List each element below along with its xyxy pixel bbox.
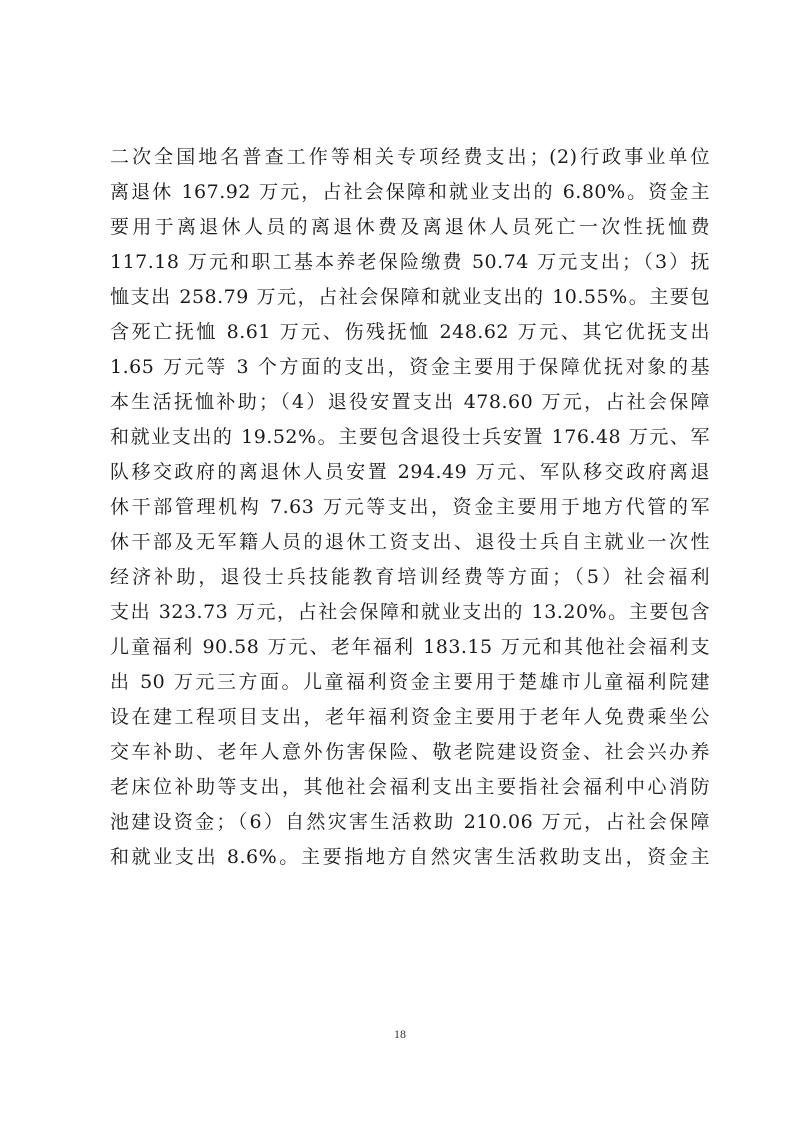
- text-line: 老床位补助等支出，其他社会福利支出主要指社会福利中心消防: [110, 776, 710, 798]
- text-line: 本生活抚恤补助；（4）退役安置支出 478.60 万元，占社会保障: [110, 391, 710, 413]
- text-line: 要用于离退休人员的离退休费及离退休人员死亡一次性抚恤费: [110, 216, 710, 238]
- text-line: 二次全国地名普查工作等相关专项经费支出；(2)行政事业单位: [110, 146, 710, 168]
- text-line: 池建设资金；（6）自然灾害生活救助 210.06 万元，占社会保障: [110, 811, 710, 833]
- text-line: 设在建工程项目支出，老年福利资金主要用于老年人免费乘坐公: [110, 706, 710, 728]
- text-line: 117.18 万元和职工基本养老保险缴费 50.74 万元支出；（3）抚: [110, 251, 710, 273]
- text-line: 儿童福利 90.58 万元、老年福利 183.15 万元和其他社会福利支: [110, 636, 710, 658]
- text-line: 休干部管理机构 7.63 万元等支出，资金主要用于地方代管的军: [110, 496, 710, 518]
- text-line: 和就业支出的 19.52%。主要包含退役士兵安置 176.48 万元、军: [110, 426, 710, 448]
- text-line: 交车补助、老年人意外伤害保险、敬老院建设资金、社会兴办养: [110, 741, 710, 763]
- text-line: 恤支出 258.79 万元，占社会保障和就业支出的 10.55%。主要包: [110, 286, 710, 308]
- text-line: 支出 323.73 万元，占社会保障和就业支出的 13.20%。主要包含: [110, 601, 710, 623]
- text-line: 出 50 万元三方面。儿童福利资金主要用于楚雄市儿童福利院建: [110, 671, 710, 693]
- text-line: 和就业支出 8.6%。主要指地方自然灾害生活救助支出，资金主: [110, 846, 710, 868]
- text-line: 经济补助，退役士兵技能教育培训经费等方面；（5）社会福利: [110, 566, 710, 588]
- page-number: 18: [394, 1027, 406, 1041]
- text-line: 离退休 167.92 万元，占社会保障和就业支出的 6.80%。资金主: [110, 181, 710, 203]
- body-paragraph: [110, 140, 710, 875]
- text-line: 含死亡抚恤 8.61 万元、伤残抚恤 248.62 万元、其它优抚支出: [110, 321, 710, 343]
- text-line: 队移交政府的离退休人员安置 294.49 万元、军队移交政府离退: [110, 461, 710, 483]
- text-line: 1.65 万元等 3 个方面的支出，资金主要用于保障优抚对象的基: [110, 356, 710, 378]
- text-line: 休干部及无军籍人员的退休工资支出、退役士兵自主就业一次性: [110, 531, 710, 553]
